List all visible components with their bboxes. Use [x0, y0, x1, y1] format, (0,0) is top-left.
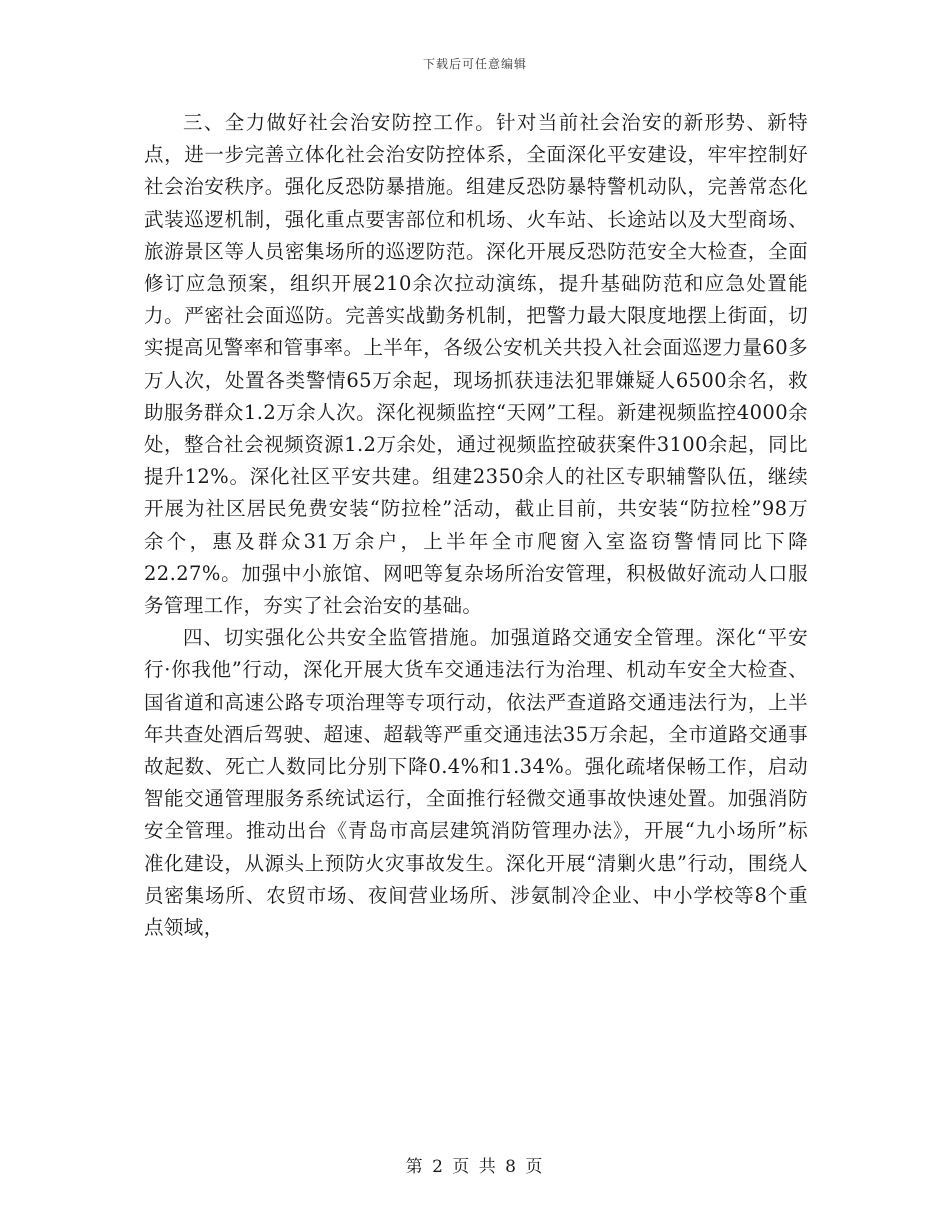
paragraph-public-safety: 四、切实强化公共安全监管措施。加强道路交通安全管理。深化“平安行·你我他”行动，深化开展大货车交通违法行为治理、机动车安全大检查、国省道和高速公路专项治理等专项行动，依法严查道路交通违法行为，上半年共查处酒后驾驶、超速、超载等严重交通违法35万余起，全市道路交通事故起数、死亡人数同比分别下降0.4%和1.34%。强化疏堵保畅工作，启动智能交通管理服务系统试运行，全面推行轻微交通事故快速处置。加强消防安全管理。推动出台《青岛市高层建筑消防管理办法》，开展“九小场所”标准化建设，从源头上预防火灾事故发生。深化开展“清剿火患”行动，围绕人员密集场所、农贸市场、夜间营业场所、涉氨制冷企业、中小学校等8个重点领域，: [144, 626, 808, 940]
page-header-note: 下载后可任意编辑: [422, 57, 527, 71]
paragraph-public-security: 三、全力做好社会治安防控工作。针对当前社会治安的新形势、新特点，进一步完善立体化社会治安防控体系，全面深化平安建设，牢牢控制好社会治安秩序。强化反恐防暴措施。组建反恐防暴特警机动队，完善常态化武装巡逻机制，强化重点要害部位和机场、火车站、长途站以及大型商场、旅游景区等人员密集场所的巡逻防范。深化开展反恐防范安全大检查，全面修订应急预案，组织开展210余次拉动演练，提升基础防范和应急处置能力。严密社会面巡防。完善实战勤务机制，把警力最大限度地摆上街面，切实提高见警率和管事率。上半年，各级公安机关共投入社会面巡逻力量60多万人次，处置各类警情65万余起，现场抓获违法犯罪嫌疑人6500余名，救助服务群众1.2万余人次。深化视频监控“天网”工程。新建视频监控4000余处，整合社会视频资源1.2万余处，通过视频监控破获案件3100余起，同比提升12%。深化社区平安共建。组建2350余人的社区专职辅警队伍，继续开展为社区居民免费安装“防拉栓”活动，截止目前，共安装“防拉栓”98万余个，惠及群众31万余户，上半年全市爬窗入室盗窃警情同比下降22.27%。加强中小旅馆、网吧等复杂场所治安管理，积极做好流动人口服务管理工作，夯实了社会治安的基础。: [144, 111, 808, 618]
document-body: [144, 107, 808, 944]
page-number: 第 2 页 共 8 页: [405, 1157, 545, 1177]
